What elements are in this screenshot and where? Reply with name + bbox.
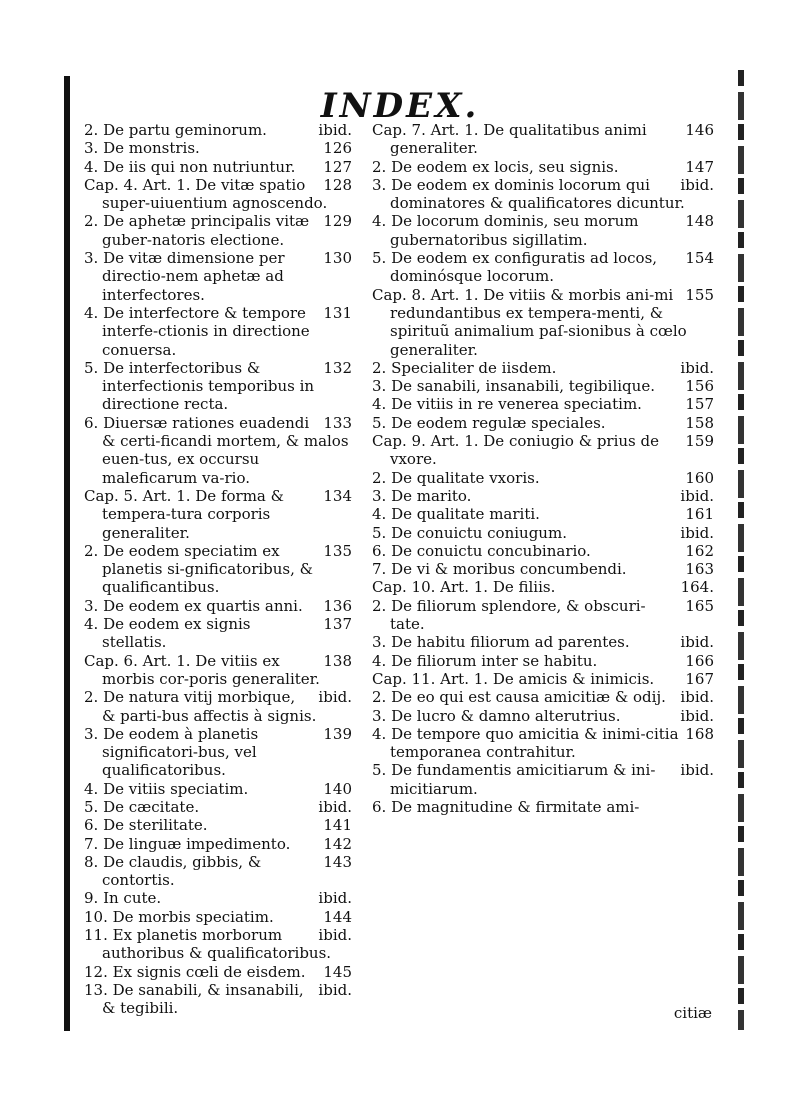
entry-text: 3. De monstris. <box>84 139 200 158</box>
index-entry <box>372 395 714 413</box>
index-entry <box>372 633 714 651</box>
entry-text: Cap. 6. Art. 1. De vitiis ex morbis cor-poris generaliter. <box>84 651 320 688</box>
index-entry <box>372 414 714 432</box>
page-title: INDEX. <box>320 86 480 126</box>
page-number: 132 <box>323 358 352 377</box>
page-number: 165 <box>685 596 714 615</box>
index-entry <box>372 707 714 725</box>
index-entry <box>372 469 714 487</box>
index-entry <box>84 652 352 689</box>
entry-text: Cap. 4. Art. 1. De vitæ spatio super-uiuentium agnoscendo. <box>84 175 328 213</box>
entry-text: 3. De lucro & damno alterutrius. <box>372 706 621 725</box>
index-entry <box>372 725 714 762</box>
page-number: ibid. <box>318 926 352 945</box>
index-entry <box>84 798 352 816</box>
entry-text: Cap. 7. Art. 1. De qualitatibus animi generaliter. <box>372 121 647 158</box>
index-entry <box>84 889 352 907</box>
page-number: 136 <box>323 596 352 615</box>
index-entry <box>372 432 714 469</box>
index-entry <box>84 414 352 487</box>
entry-text: 5. De eodem ex configuratis ad locos, dominósque locorum. <box>372 249 658 286</box>
page-edge-right <box>738 70 744 1030</box>
entry-text: 11. Ex planetis morborum authoribus & qualificatoribus. <box>84 926 332 963</box>
entry-text: 7. De linguæ impedimento. <box>84 834 291 853</box>
entry-text: 4. De locorum dominis, seu morum gubernatoribus sigillatim. <box>372 212 639 249</box>
entry-text: Cap. 10. Art. 1. De filiis. <box>372 578 556 597</box>
index-entry <box>372 212 714 249</box>
page-number: ibid. <box>680 486 714 505</box>
index-entry <box>372 670 714 688</box>
page-number: ibid. <box>318 889 352 908</box>
index-entry <box>84 981 352 1018</box>
entry-text: 5. De interfectoribus & interfectionis temporibus in directione recta. <box>84 358 315 414</box>
page-number: ibid. <box>318 688 352 707</box>
page-number: 134 <box>323 486 352 505</box>
entry-text: 4. De filiorum inter se habitu. <box>372 651 598 670</box>
entry-text: 6. De magnitudine & firmitate ami- <box>372 797 640 816</box>
page-number: 126 <box>323 139 352 158</box>
entry-text: 4. De vitiis speciatim. <box>84 779 249 798</box>
index-entry <box>372 652 714 670</box>
index-entry <box>84 542 352 597</box>
entry-text: 2. De partu geminorum. <box>84 121 267 139</box>
page-number: 142 <box>323 834 352 853</box>
page-number: 139 <box>323 724 352 743</box>
entry-text: 2. De qualitate vxoris. <box>372 468 540 487</box>
index-entry <box>84 249 352 304</box>
entry-text: 2. De eodem ex locis, seu signis. <box>372 157 619 176</box>
entry-text: 4. De iis qui non nutriuntur. <box>84 157 296 176</box>
entry-text: 4. De eodem ex signis stellatis. <box>84 615 251 652</box>
index-entry <box>84 176 352 213</box>
page-number: 159 <box>685 432 714 451</box>
entry-text: 5. De cæcitate. <box>84 797 200 816</box>
entry-text: 2. De eodem speciatim ex planetis si-gnificatoribus, & qualificantibus. <box>84 541 314 597</box>
page-number: 140 <box>323 779 352 798</box>
page-number: 127 <box>323 157 352 176</box>
page-number: ibid. <box>318 121 352 139</box>
index-entry <box>84 212 352 249</box>
index-entry <box>372 597 714 634</box>
page-number: 131 <box>323 303 352 322</box>
entry-text: 4. De interfectore & tempore interfe-ctionis in directione conuersa. <box>84 303 310 359</box>
entry-text: Cap. 11. Art. 1. De amicis & inimicis. <box>372 669 655 688</box>
page-number: 168 <box>685 724 714 743</box>
page-number: 156 <box>685 377 714 396</box>
index-entry <box>372 798 714 816</box>
page-number: 162 <box>685 541 714 560</box>
page-number: 128 <box>323 175 352 194</box>
page-number: 130 <box>323 249 352 268</box>
page-number: 163 <box>685 560 714 579</box>
index-entry <box>84 908 352 926</box>
page-number: 154 <box>685 249 714 268</box>
index-entry <box>84 816 352 834</box>
entry-text: 8. De claudis, gibbis, & contortis. <box>84 852 262 890</box>
entry-text: 4. De tempore quo amicitia & inimi-citia temporanea contrahitur. <box>372 724 679 762</box>
index-entry <box>84 487 352 542</box>
entry-text: 4. De qualitate mariti. <box>372 505 540 524</box>
catchword: citiæ <box>673 1004 712 1022</box>
entry-text: 2. De natura vitij morbique, & parti-bus affectis à signis. <box>84 688 317 725</box>
page-number: 144 <box>323 907 352 926</box>
index-entry <box>84 139 352 157</box>
index-entry <box>372 359 714 377</box>
page-number: 160 <box>685 468 714 487</box>
page-number: ibid. <box>318 980 352 999</box>
index-entry <box>84 926 352 963</box>
index-entry <box>84 597 352 615</box>
entry-text: 2. Specialiter de iisdem. <box>372 358 557 377</box>
page-number: 157 <box>685 395 714 414</box>
entry-text: 6. De conuictu concubinario. <box>372 541 591 560</box>
page-number: 129 <box>323 212 352 231</box>
page-number: 166 <box>685 651 714 670</box>
index-entry <box>372 286 714 359</box>
page-number: 148 <box>685 212 714 231</box>
entry-text: 2. De filiorum splendore, & obscuri-tate. <box>372 596 646 634</box>
index-entry <box>84 304 352 359</box>
index-entry <box>372 761 714 798</box>
index-entry <box>372 176 714 213</box>
page-number: ibid. <box>680 761 714 780</box>
index-entry <box>372 505 714 523</box>
index-entry <box>372 158 714 176</box>
entry-text: 10. De morbis speciatim. <box>84 907 274 926</box>
page-number: ibid. <box>680 523 714 542</box>
page-number: ibid. <box>680 633 714 652</box>
page-number: ibid. <box>680 706 714 725</box>
page-number: 155 <box>685 285 714 304</box>
entry-text: 5. De eodem regulæ speciales. <box>372 413 606 432</box>
entry-text: 2. De aphetæ principalis vitæ guber-natoris electione. <box>84 212 310 249</box>
entry-text: 9. In cute. <box>84 889 162 908</box>
page-number: ibid. <box>680 358 714 377</box>
index-entry <box>84 121 352 139</box>
index-entry <box>84 725 352 780</box>
index-entry <box>372 377 714 395</box>
page-number: 161 <box>685 505 714 524</box>
entry-text: Cap. 5. Art. 1. De forma & tempera-tura corporis generaliter. <box>84 486 284 542</box>
page-number: 135 <box>323 541 352 560</box>
index-entry <box>372 578 714 596</box>
index-entry <box>84 835 352 853</box>
page-number: 158 <box>685 413 714 432</box>
index-entry <box>372 542 714 560</box>
page-number: 164. <box>680 578 714 597</box>
entry-text: 3. De vitæ dimensione per directio-nem aphetæ ad interfectores. <box>84 249 285 304</box>
page-number: ibid. <box>680 688 714 707</box>
index-entry <box>372 487 714 505</box>
index-entry <box>372 249 714 286</box>
index-entry <box>372 560 714 578</box>
page-number: ibid. <box>680 175 714 194</box>
entry-text: 5. De fundamentis amicitiarum & ini-micitiarum. <box>372 761 656 798</box>
index-entry <box>84 615 352 652</box>
entry-text: 2. De eo qui est causa amicitiæ & odij. <box>372 688 666 707</box>
index-entry <box>372 688 714 706</box>
page-number: 141 <box>323 816 352 835</box>
index-entry <box>84 780 352 798</box>
entry-text: 3. De eodem ex dominis locorum qui dominatores & qualificatores dicuntur. <box>372 175 685 213</box>
page-number: ibid. <box>318 797 352 816</box>
entry-text: 3. De habitu filiorum ad parentes. <box>372 633 630 652</box>
entry-text: 6. Diuersæ rationes euadendi & certi-ficandi mortem, & malos euen-tus, ex occursu maleficarum va-rio. <box>84 413 349 487</box>
index-column-right <box>372 121 714 816</box>
index-column-left <box>84 121 352 1018</box>
entry-text: 4. De vitiis in re venerea speciatim. <box>372 395 642 414</box>
entry-text: 12. Ex signis cœli de eisdem. <box>84 962 306 981</box>
page-edge-left <box>64 76 70 1031</box>
entry-text: 3. De eodem ex quartis anni. <box>84 596 303 615</box>
index-entry <box>84 963 352 981</box>
page-number: 133 <box>323 413 352 432</box>
page-number: 147 <box>685 157 714 176</box>
page-number: 146 <box>685 121 714 139</box>
entry-text: 3. De eodem à planetis significatori-bus, vel qualificatoribus. <box>84 724 259 780</box>
entry-text: 3. De marito. <box>372 486 472 505</box>
page-number: 167 <box>685 669 714 688</box>
entry-text: 7. De vi & moribus concumbendi. <box>372 560 627 579</box>
index-entry <box>84 853 352 890</box>
page-number: 138 <box>323 651 352 670</box>
index-entry <box>84 359 352 414</box>
index-entry <box>84 688 352 725</box>
entry-text: 3. De sanabili, insanabili, tegibilique. <box>372 377 655 396</box>
entry-text: 5. De conuictu coniugum. <box>372 523 567 542</box>
page-number: 143 <box>323 852 352 871</box>
entry-text: Cap. 9. Art. 1. De coniugio & prius de vxore. <box>372 432 659 469</box>
entry-text: Cap. 8. Art. 1. De vitiis & morbis ani-mi redundantibus ex tempera-menti, & spirituũ animalium paſ-sionibus à cœlo generaliter. <box>372 285 687 359</box>
index-entry <box>84 158 352 176</box>
entry-text: 6. De sterilitate. <box>84 816 208 835</box>
index-entry <box>372 524 714 542</box>
page-number: 145 <box>323 962 352 981</box>
entry-text: 13. De sanabili, & insanabili, & tegibili. <box>84 980 304 1018</box>
page-number: 137 <box>323 615 352 634</box>
index-entry <box>372 121 714 158</box>
